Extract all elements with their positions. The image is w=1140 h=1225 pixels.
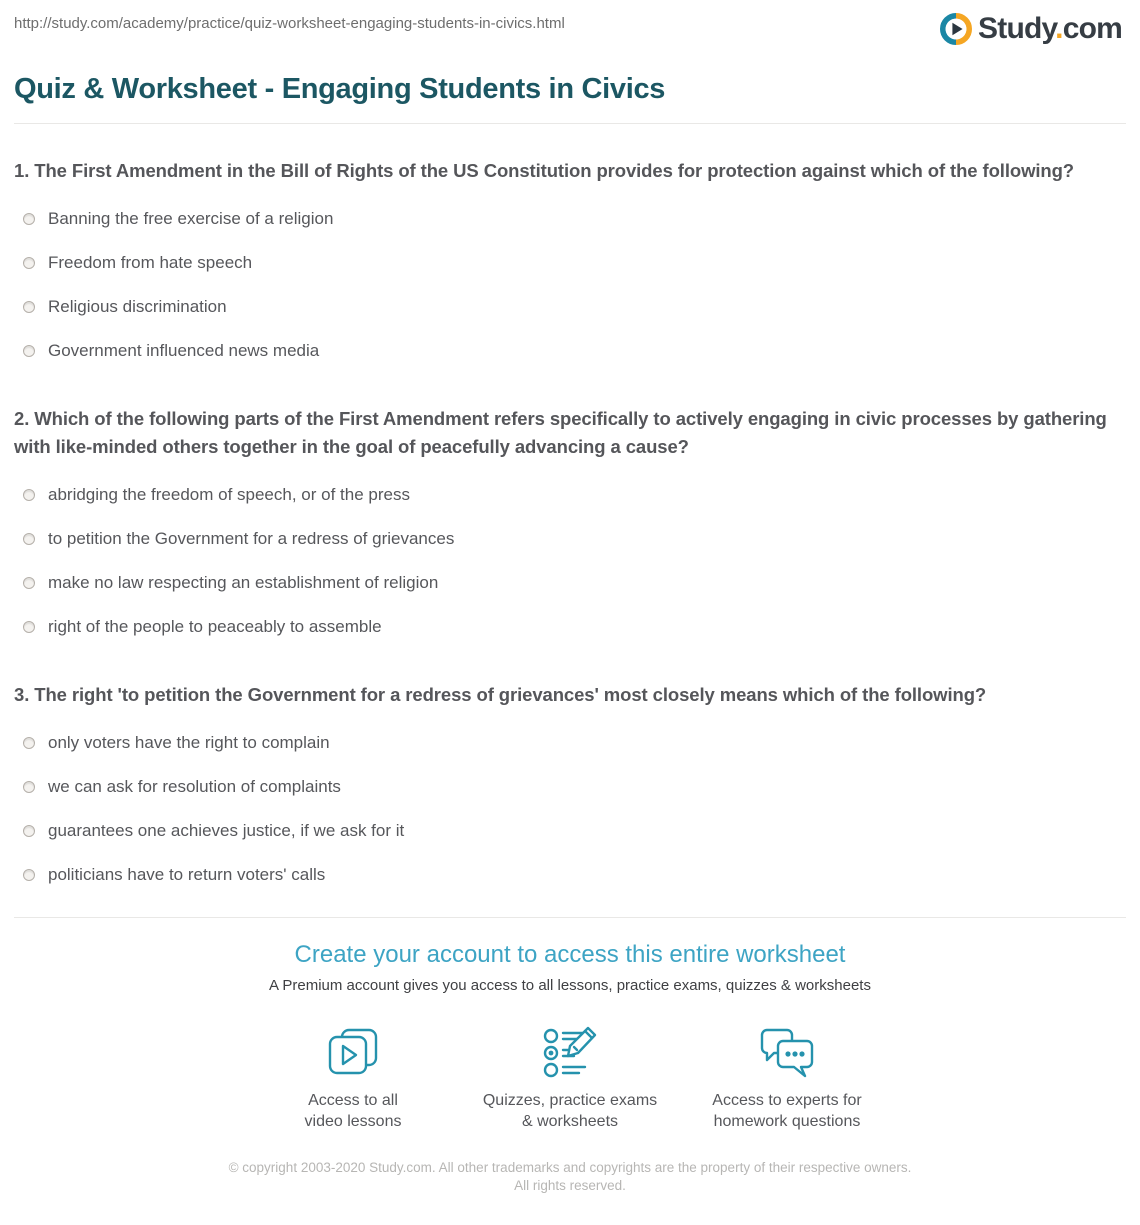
question-2-option-4[interactable] xyxy=(14,617,1126,637)
radio-button[interactable] xyxy=(23,533,35,545)
question-3-text: 3. The right 'to petition the Government for a redress of grievances' most closely means which of the following? xyxy=(14,684,987,705)
question-3-option-3[interactable] xyxy=(14,821,1126,841)
study-logo[interactable] xyxy=(939,12,1122,46)
question-2-option-3[interactable] xyxy=(14,573,1126,593)
question-3-option-2[interactable] xyxy=(14,777,1126,797)
page-title: Quiz & Worksheet - Engaging Students in Civics xyxy=(14,73,666,105)
option-label: we can ask for resolution of complaints xyxy=(48,777,341,796)
radio-button[interactable] xyxy=(23,737,35,749)
question-1-option-3[interactable] xyxy=(14,297,1126,317)
option-label: only voters have the right to complain xyxy=(48,733,330,752)
radio-button[interactable] xyxy=(23,869,35,881)
page-url: http://study.com/academy/practice/quiz-worksheet-engaging-students-in-civics.html xyxy=(14,15,565,32)
feature-label: Access to all video lessons xyxy=(304,1092,402,1130)
question-2-option-2[interactable] xyxy=(14,529,1126,549)
radio-button[interactable] xyxy=(23,301,35,313)
premium-subheading: A Premium account gives you access to all lessons, practice exams, quizzes & worksheets xyxy=(269,977,871,994)
radio-button[interactable] xyxy=(23,825,35,837)
feature-list xyxy=(0,1024,1140,1132)
question-2-option-1[interactable] xyxy=(14,485,1126,505)
radio-button[interactable] xyxy=(23,621,35,633)
radio-button[interactable] xyxy=(23,577,35,589)
option-label: politicians have to return voters' calls xyxy=(48,865,326,884)
question-1-text: 1. The First Amendment in the Bill of Rights of the US Constitution provides for protection against which of the following? xyxy=(14,160,1075,181)
create-account-section xyxy=(0,918,1140,1195)
quizzes-worksheets-icon xyxy=(541,1024,599,1082)
copyright-notice: © copyright 2003-2020 Study.com. All other trademarks and copyrights are the property of their respective owners. All rights reserved. xyxy=(228,1160,912,1193)
question-1-option-2[interactable] xyxy=(14,253,1126,273)
radio-button[interactable] xyxy=(23,345,35,357)
option-label: guarantees one achieves justice, if we ask for it xyxy=(48,821,405,840)
feature-label: Quizzes, practice exams & worksheets xyxy=(482,1092,658,1130)
question-1 xyxy=(14,157,1126,361)
question-3-option-4[interactable] xyxy=(14,865,1126,885)
option-label: abridging the freedom of speech, or of the press xyxy=(48,485,410,504)
option-label: Banning the free exercise of a religion xyxy=(48,209,334,228)
question-3-option-1[interactable] xyxy=(14,733,1126,753)
feature-expert-help xyxy=(679,1024,896,1132)
experts-chat-icon xyxy=(758,1024,816,1082)
feature-quizzes-worksheets xyxy=(462,1024,679,1132)
option-label: make no law respecting an establishment of religion xyxy=(48,573,439,592)
page-header xyxy=(0,0,1140,46)
radio-button[interactable] xyxy=(23,213,35,225)
radio-button[interactable] xyxy=(23,781,35,793)
option-label: right of the people to peaceably to assemble xyxy=(48,617,382,636)
question-2 xyxy=(14,405,1126,637)
option-label: Government influenced news media xyxy=(48,341,320,360)
question-1-option-4[interactable] xyxy=(14,341,1126,361)
question-1-option-1[interactable] xyxy=(14,209,1126,229)
create-account-heading[interactable]: Create your account to access this entire worksheet xyxy=(294,941,846,968)
video-lessons-icon xyxy=(325,1024,381,1082)
question-2-text: 2. Which of the following parts of the First Amendment refers specifically to actively engaging in civic processes by gathering with like-minded others together in the goal of peacefully advancing a cause? xyxy=(14,408,1107,457)
feature-video-lessons xyxy=(245,1024,462,1132)
title-divider xyxy=(14,123,1126,124)
option-label: Freedom from hate speech xyxy=(48,253,253,272)
question-3 xyxy=(14,681,1126,885)
option-label: Religious discrimination xyxy=(48,297,227,316)
option-label: to petition the Government for a redress of grievances xyxy=(48,529,455,548)
study-logo-text: Study.com xyxy=(978,12,1122,45)
radio-button[interactable] xyxy=(23,489,35,501)
feature-label: Access to experts for homework questions xyxy=(712,1092,862,1130)
study-play-icon xyxy=(939,12,973,46)
logo-dot: . xyxy=(1055,12,1063,45)
worksheet-content xyxy=(0,73,1140,918)
radio-button[interactable] xyxy=(23,257,35,269)
